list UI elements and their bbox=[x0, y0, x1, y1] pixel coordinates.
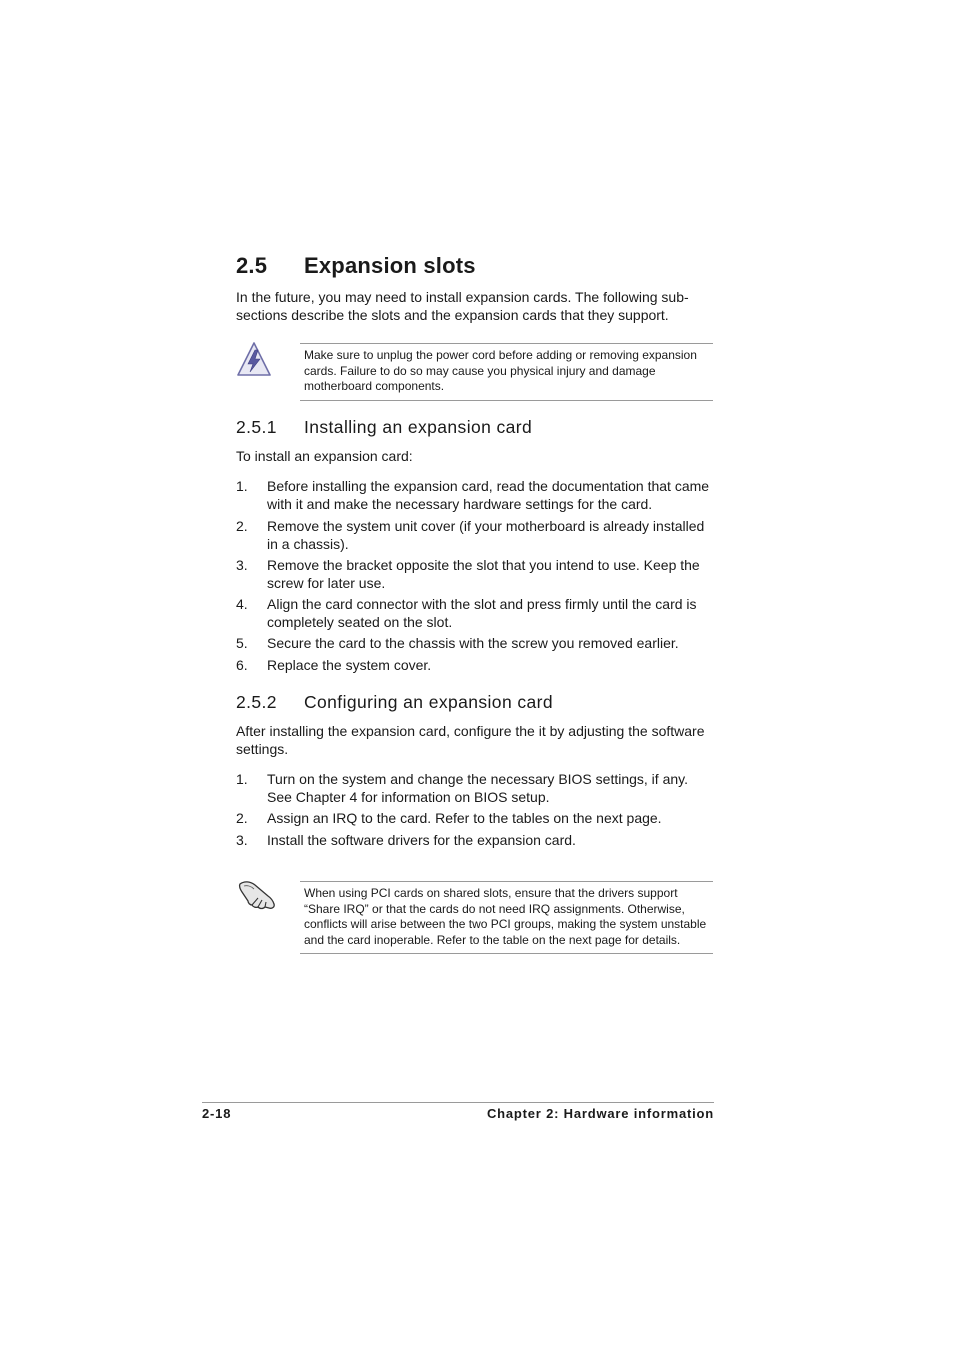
section-number: 2.5 bbox=[236, 253, 268, 278]
step-number: 6. bbox=[236, 657, 248, 673]
step-text: Install the software drivers for the expansion card. bbox=[267, 832, 576, 848]
list-item bbox=[236, 771, 714, 806]
step-text: Remove the system unit cover (if your motherboard is already installed in a chassis). bbox=[267, 518, 705, 552]
step-text: Turn on the system and change the necessary BIOS settings, if any. See Chapter 4 for information on BIOS setup. bbox=[267, 771, 688, 805]
subsection-title: Configuring an expansion card bbox=[304, 692, 553, 712]
list-item bbox=[236, 518, 714, 553]
list-item bbox=[236, 832, 714, 850]
footer-divider bbox=[202, 1102, 714, 1103]
step-number: 3. bbox=[236, 557, 248, 573]
step-number: 3. bbox=[236, 832, 248, 848]
step-text: Assign an IRQ to the card. Refer to the tables on the next page. bbox=[267, 810, 662, 826]
step-text: Before installing the expansion card, read the documentation that came with it and make the necessary hardware settings for the card. bbox=[267, 478, 710, 512]
list-item bbox=[236, 810, 714, 828]
install-intro: To install an expansion card: bbox=[236, 448, 413, 464]
chapter-title: Chapter 2: Hardware information bbox=[486, 1106, 714, 1121]
list-item bbox=[236, 557, 714, 592]
step-number: 4. bbox=[236, 596, 248, 612]
step-text: Align the card connector with the slot and press firmly until the card is completely seated on the slot. bbox=[267, 596, 697, 630]
step-number: 2. bbox=[236, 518, 248, 534]
subsection-title: Installing an expansion card bbox=[304, 417, 533, 437]
list-item bbox=[236, 635, 714, 653]
subsection-number: 2.5.1 bbox=[236, 417, 277, 437]
list-item bbox=[236, 478, 714, 513]
subsection-heading-configure bbox=[236, 692, 553, 713]
step-number: 1. bbox=[236, 771, 248, 787]
configure-intro: After installing the expansion card, configure the it by adjusting the software settings. bbox=[236, 723, 705, 757]
step-number: 5. bbox=[236, 635, 248, 651]
step-number: 1. bbox=[236, 478, 248, 494]
subsection-number: 2.5.2 bbox=[236, 692, 277, 712]
note-text: When using PCI cards on shared slots, ensure that the drivers support “Share IRQ” or that the cards do not need IRQ assignments. Otherwise, conflicts will arise between the two PCI groups, making the system unstable and the card inoperable. Refer to the table on the next page for details. bbox=[304, 886, 707, 947]
step-text: Remove the bracket opposite the slot that you intend to use. Keep the screw for later use. bbox=[267, 557, 700, 591]
step-number: 2. bbox=[236, 810, 248, 826]
warning-box bbox=[300, 343, 713, 401]
list-item bbox=[236, 657, 714, 675]
note-box bbox=[300, 881, 713, 954]
section-heading bbox=[236, 253, 476, 279]
page-number: 2-18 bbox=[202, 1106, 232, 1121]
lightning-warning-icon bbox=[236, 341, 272, 377]
step-text: Replace the system cover. bbox=[267, 657, 432, 673]
hand-note-icon bbox=[238, 878, 278, 912]
subsection-heading-install bbox=[236, 417, 532, 438]
step-text: Secure the card to the chassis with the screw you removed earlier. bbox=[267, 635, 679, 651]
section-title: Expansion slots bbox=[304, 253, 476, 278]
section-intro: In the future, you may need to install expansion cards. The following sub-sections describe the slots and the expansion cards that they support. bbox=[236, 289, 689, 323]
warning-text: Make sure to unplug the power cord before adding or removing expansion cards. Failure to do so may cause you physical injury and damage motherboard components. bbox=[304, 348, 697, 393]
list-item bbox=[236, 596, 714, 631]
